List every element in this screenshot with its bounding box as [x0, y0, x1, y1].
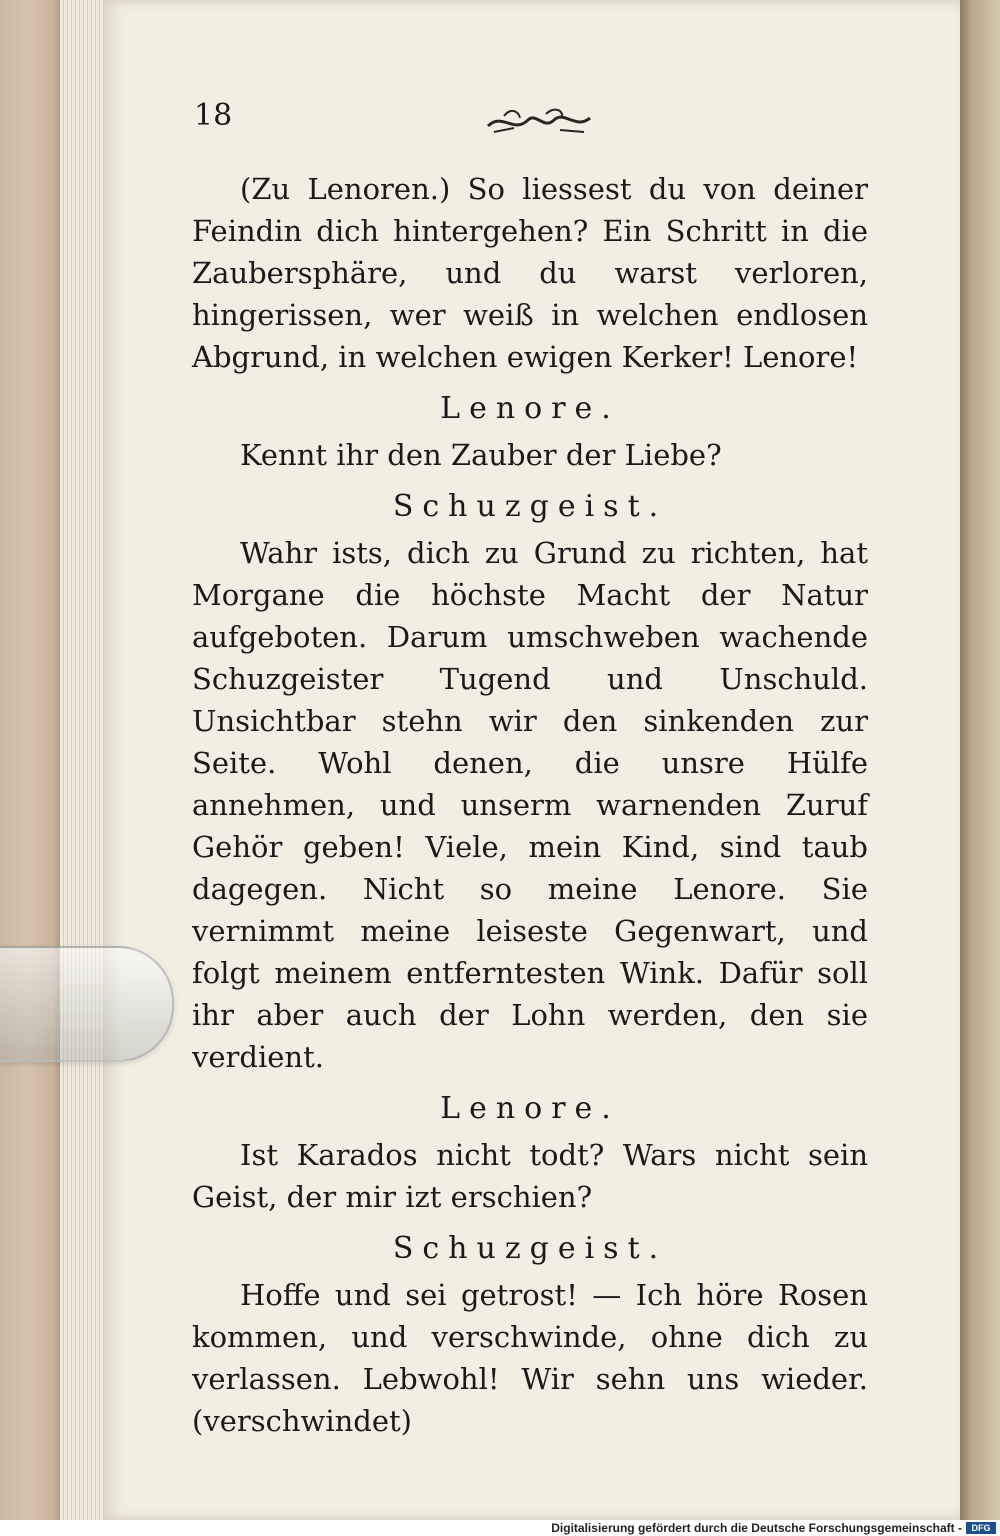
page-edges	[60, 0, 108, 1520]
footer-credit: Digitalisierung gefördert durch die Deutsche Forschungsgemeinschaft -	[551, 1521, 962, 1535]
paragraph: Hoffe und sei getrost! — Ich höre Rosen kommen, und verschwinde, ohne dich zu verlassen. Lebwohl! Wir sehn uns wieder. (verschwindet)	[192, 1278, 868, 1438]
speaker-heading: Lenore.	[440, 1091, 620, 1126]
speaker-heading: Schuzgeist.	[392, 489, 668, 524]
page-number: 18	[194, 98, 233, 133]
paragraph: (Zu Lenoren.) So liessest du von deiner Feindin dich hintergehen? Ein Schritt in die Zaubersphäre, und du warst verloren, hingerissen, wer weiß in welchen endlosen Abgrund, in welchen ewigen Kerker! Lenore!	[192, 172, 868, 374]
page-clip	[0, 946, 174, 1062]
speaker-heading: Schuzgeist.	[392, 1231, 668, 1266]
paragraph: Wahr ists, dich zu Grund zu richten, hat Morgane die höchste Macht der Natur aufgeboten. Darum umschweben wachende Schuzgeister Tugend und Unschuld. Unsichtbar stehn wir den sinkenden zur Seite. Wohl denen, die unsre Hülfe annehmen, und unserm warnenden Zuruf Gehör geben! Viele, mein Kind, sind taub dagegen. Nicht so meine Lenore. Sie vernimmt meine leiseste Gegenwart, und folgt meinem entferntesten Wink. Dafür soll ihr aber auch der Lohn werden, den sie verdient.	[192, 536, 868, 1074]
book-cover-right	[960, 0, 1000, 1520]
paragraph: Kennt ihr den Zauber der Liebe?	[240, 438, 722, 472]
footer-bar	[0, 1520, 1000, 1536]
vine-ornament-icon	[484, 104, 594, 138]
page-text	[192, 168, 868, 1442]
dfg-logo: DFG	[966, 1522, 996, 1534]
paragraph: Ist Karados nicht todt? Wars nicht sein Geist, der mir izt erschien?	[192, 1138, 868, 1214]
book-cover-left	[0, 0, 62, 1520]
page-header	[194, 98, 874, 148]
speaker-heading: Lenore.	[440, 391, 620, 426]
